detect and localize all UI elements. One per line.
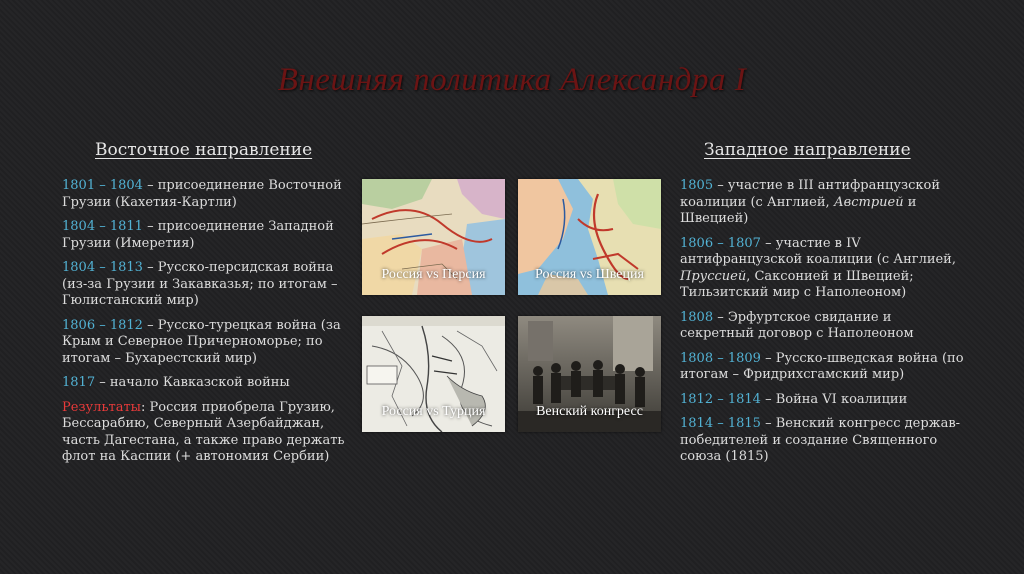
entry-date: 1805	[680, 178, 714, 193]
slide-title: Внешняя политика Александра I	[277, 62, 747, 98]
entry-text: – участие в III антифранцузской коалиции (с Англией,	[680, 178, 940, 210]
west-entry	[680, 351, 968, 384]
image-caption: Россия vs Швеция	[535, 267, 644, 282]
map-turkey-image[interactable]	[362, 316, 505, 432]
entry-text: – присоединение Восточной Грузии (Кахетия-Картли)	[62, 178, 342, 210]
east-entry	[62, 219, 347, 252]
entry-date: 1804 – 1813	[62, 260, 143, 275]
entry-italic: Австрией	[833, 194, 904, 210]
entry-date: 1806 – 1807	[680, 235, 761, 251]
image-caption: Россия vs Персия	[381, 267, 486, 282]
entry-text: – Русско-турецкая война (за Крым и Северное Причерноморье; по итогам – Бухарестский мир)	[62, 317, 341, 366]
entry-text: – присоединение Западной Грузии (Имеретия)	[62, 219, 334, 251]
west-entry	[680, 310, 968, 343]
east-entry	[62, 375, 347, 392]
entry-date: 1801 – 1804	[62, 178, 143, 193]
entry-text: – Венский конгресс держав-победителей и создание Священного союза (1815)	[680, 416, 961, 464]
entry-date: 1814 – 1815	[680, 416, 761, 431]
results-label: Результаты	[62, 399, 141, 415]
entry-text: , Саксонией и Швецией; Тильзитский мир с Наполеоном)	[680, 268, 914, 300]
entry-text: – участие в IV антифранцузской коалиции (с Англией,	[680, 235, 956, 267]
image-caption: Венский конгресс	[536, 404, 643, 419]
east-column	[62, 178, 347, 474]
entry-italic: Пруссией	[680, 268, 747, 284]
entry-date: 1808	[680, 309, 714, 325]
west-entry	[680, 178, 968, 228]
entry-text: – Русско-персидская война (из-за Грузии и Закавказья; по итогам – Гюлистанский мир)	[62, 260, 338, 308]
west-column	[680, 178, 968, 474]
east-entry	[62, 318, 347, 368]
entry-text: – Русско-шведская война (по итогам – Фридрихсгамский мир)	[680, 350, 964, 382]
west-entry	[680, 416, 968, 466]
entry-date: 1804 – 1811	[62, 219, 143, 234]
east-heading: Восточное направление	[95, 140, 313, 160]
entry-date: 1806 – 1812	[62, 317, 143, 333]
entry-date: 1808 – 1809	[680, 350, 761, 366]
map-persia-image[interactable]	[362, 179, 505, 295]
image-caption: Россия vs Турция	[381, 404, 486, 419]
results-text: : Россия приобрела Грузию, Бессарабию, Северный Азербайджан, часть Дагестана, а также право держать флот на Каспии (+ автономия Сербии)	[62, 399, 345, 464]
entry-text: – Война VI коалиции	[760, 391, 908, 407]
entry-date: 1817	[62, 375, 96, 390]
vienna-congress-image[interactable]	[518, 316, 661, 432]
east-results	[62, 400, 347, 466]
map-sweden-image[interactable]	[518, 179, 661, 295]
west-entry	[680, 236, 968, 302]
entry-text: – Эрфуртское свидание и секретный договор с Наполеоном	[680, 309, 914, 341]
west-entry	[680, 392, 968, 409]
west-heading: Западное направление	[704, 140, 911, 160]
entry-text: и Швецией)	[680, 194, 917, 226]
entry-text: – начало Кавказской войны	[95, 375, 290, 390]
east-entry	[62, 260, 347, 310]
east-entry	[62, 178, 347, 211]
entry-date: 1812 – 1814	[680, 391, 761, 407]
